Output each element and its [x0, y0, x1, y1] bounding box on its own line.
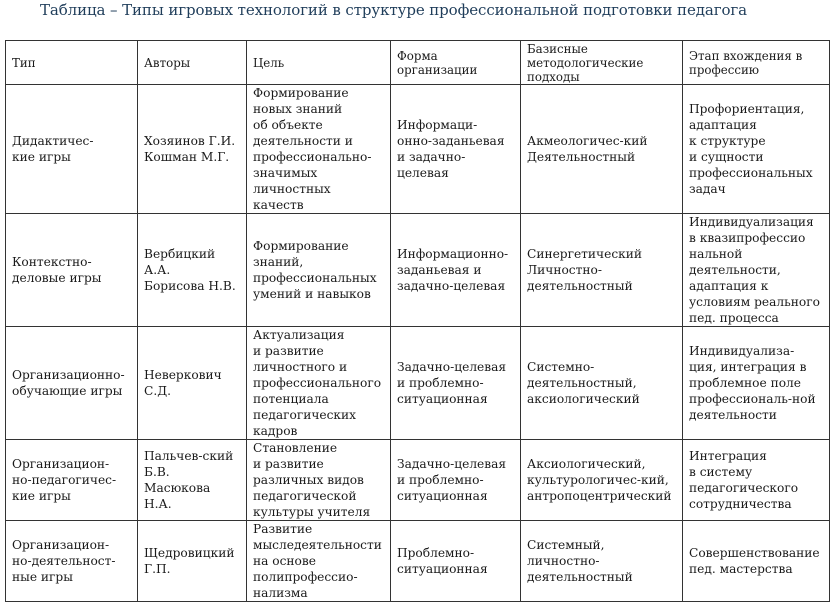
- cell-goal: Формирование новых знаний об объекте деятельности и профессионально- значимых личностных качеств: [247, 85, 391, 214]
- cell-authors: Вербицкий А.А. Борисова Н.В.: [138, 214, 247, 327]
- cell-type: Дидактичес- кие игры: [6, 85, 138, 214]
- header-authors: Авторы: [138, 41, 247, 85]
- header-stage: Этап вхождения в профессию: [683, 41, 830, 85]
- header-form: Форма организации: [391, 41, 521, 85]
- cell-authors: Щедровицкий Г.П.: [138, 521, 247, 602]
- table-row: [6, 440, 830, 521]
- cell-form: Проблемно- ситуационная: [391, 521, 521, 602]
- table-row: [6, 85, 830, 214]
- cell-goal: Становление и развитие различных видов педагогической культуры учителя: [247, 440, 391, 521]
- cell-stage: Индивидуализа- ция, интеграция в проблемное поле профессиональ-ной деятельности: [683, 327, 830, 440]
- cell-authors: Неверкович С.Д.: [138, 327, 247, 440]
- table-row: [6, 214, 830, 327]
- cell-authors: Хозяинов Г.И. Кошман М.Г.: [138, 85, 247, 214]
- cell-goal: Формирование знаний, профессиональных умений и навыков: [247, 214, 391, 327]
- table-title: Таблица – Типы игровых технологий в структуре профессиональной подготовки педагога: [40, 1, 747, 19]
- header-approaches: Базисные методологические подходы: [521, 41, 683, 85]
- game-technologies-table: [5, 40, 830, 602]
- cell-approaches: Синергетический Личностно- деятельностный: [521, 214, 683, 327]
- cell-form: Информаци- онно-заданьевая и задачно- целевая: [391, 85, 521, 214]
- cell-goal: Актуализация и развитие личностного и профессионального потенциала педагогических кадров: [247, 327, 391, 440]
- cell-stage: Профориентация, адаптация к структуре и сущности профессиональных задач: [683, 85, 830, 214]
- cell-form: Задачно-целевая и проблемно- ситуационная: [391, 327, 521, 440]
- cell-approaches: Системный, личностно- деятельностный: [521, 521, 683, 602]
- cell-type: Организацион- но-педагогичес- кие игры: [6, 440, 138, 521]
- header-type: Тип: [6, 41, 138, 85]
- cell-form: Задачно-целевая и проблемно- ситуационная: [391, 440, 521, 521]
- cell-approaches: Системно- деятельностный, аксиологический: [521, 327, 683, 440]
- cell-type: Организацион- но-деятельност- ные игры: [6, 521, 138, 602]
- cell-authors: Пальчев-ский Б.В. Масюкова Н.А.: [138, 440, 247, 521]
- cell-form: Информационно- заданьевая и задачно-целевая: [391, 214, 521, 327]
- cell-approaches: Аксиологический, культурологичес-кий, антропоцентрический: [521, 440, 683, 521]
- header-goal: Цель: [247, 41, 391, 85]
- table-header-row: [6, 41, 830, 85]
- cell-stage: Индивидуализация в квазипрофессио нальной деятельности, адаптация к условиям реального пед. процесса: [683, 214, 830, 327]
- cell-type: Организационно- обучающие игры: [6, 327, 138, 440]
- cell-type: Контекстно- деловые игры: [6, 214, 138, 327]
- cell-approaches: Акмеологичес-кий Деятельностный: [521, 85, 683, 214]
- cell-goal: Развитие мыследеятельности на основе полипрофессио- нализма: [247, 521, 391, 602]
- cell-stage: Интеграция в систему педагогического сотрудничества: [683, 440, 830, 521]
- table-row: [6, 521, 830, 602]
- cell-stage: Совершенствование пед. мастерства: [683, 521, 830, 602]
- table-row: [6, 327, 830, 440]
